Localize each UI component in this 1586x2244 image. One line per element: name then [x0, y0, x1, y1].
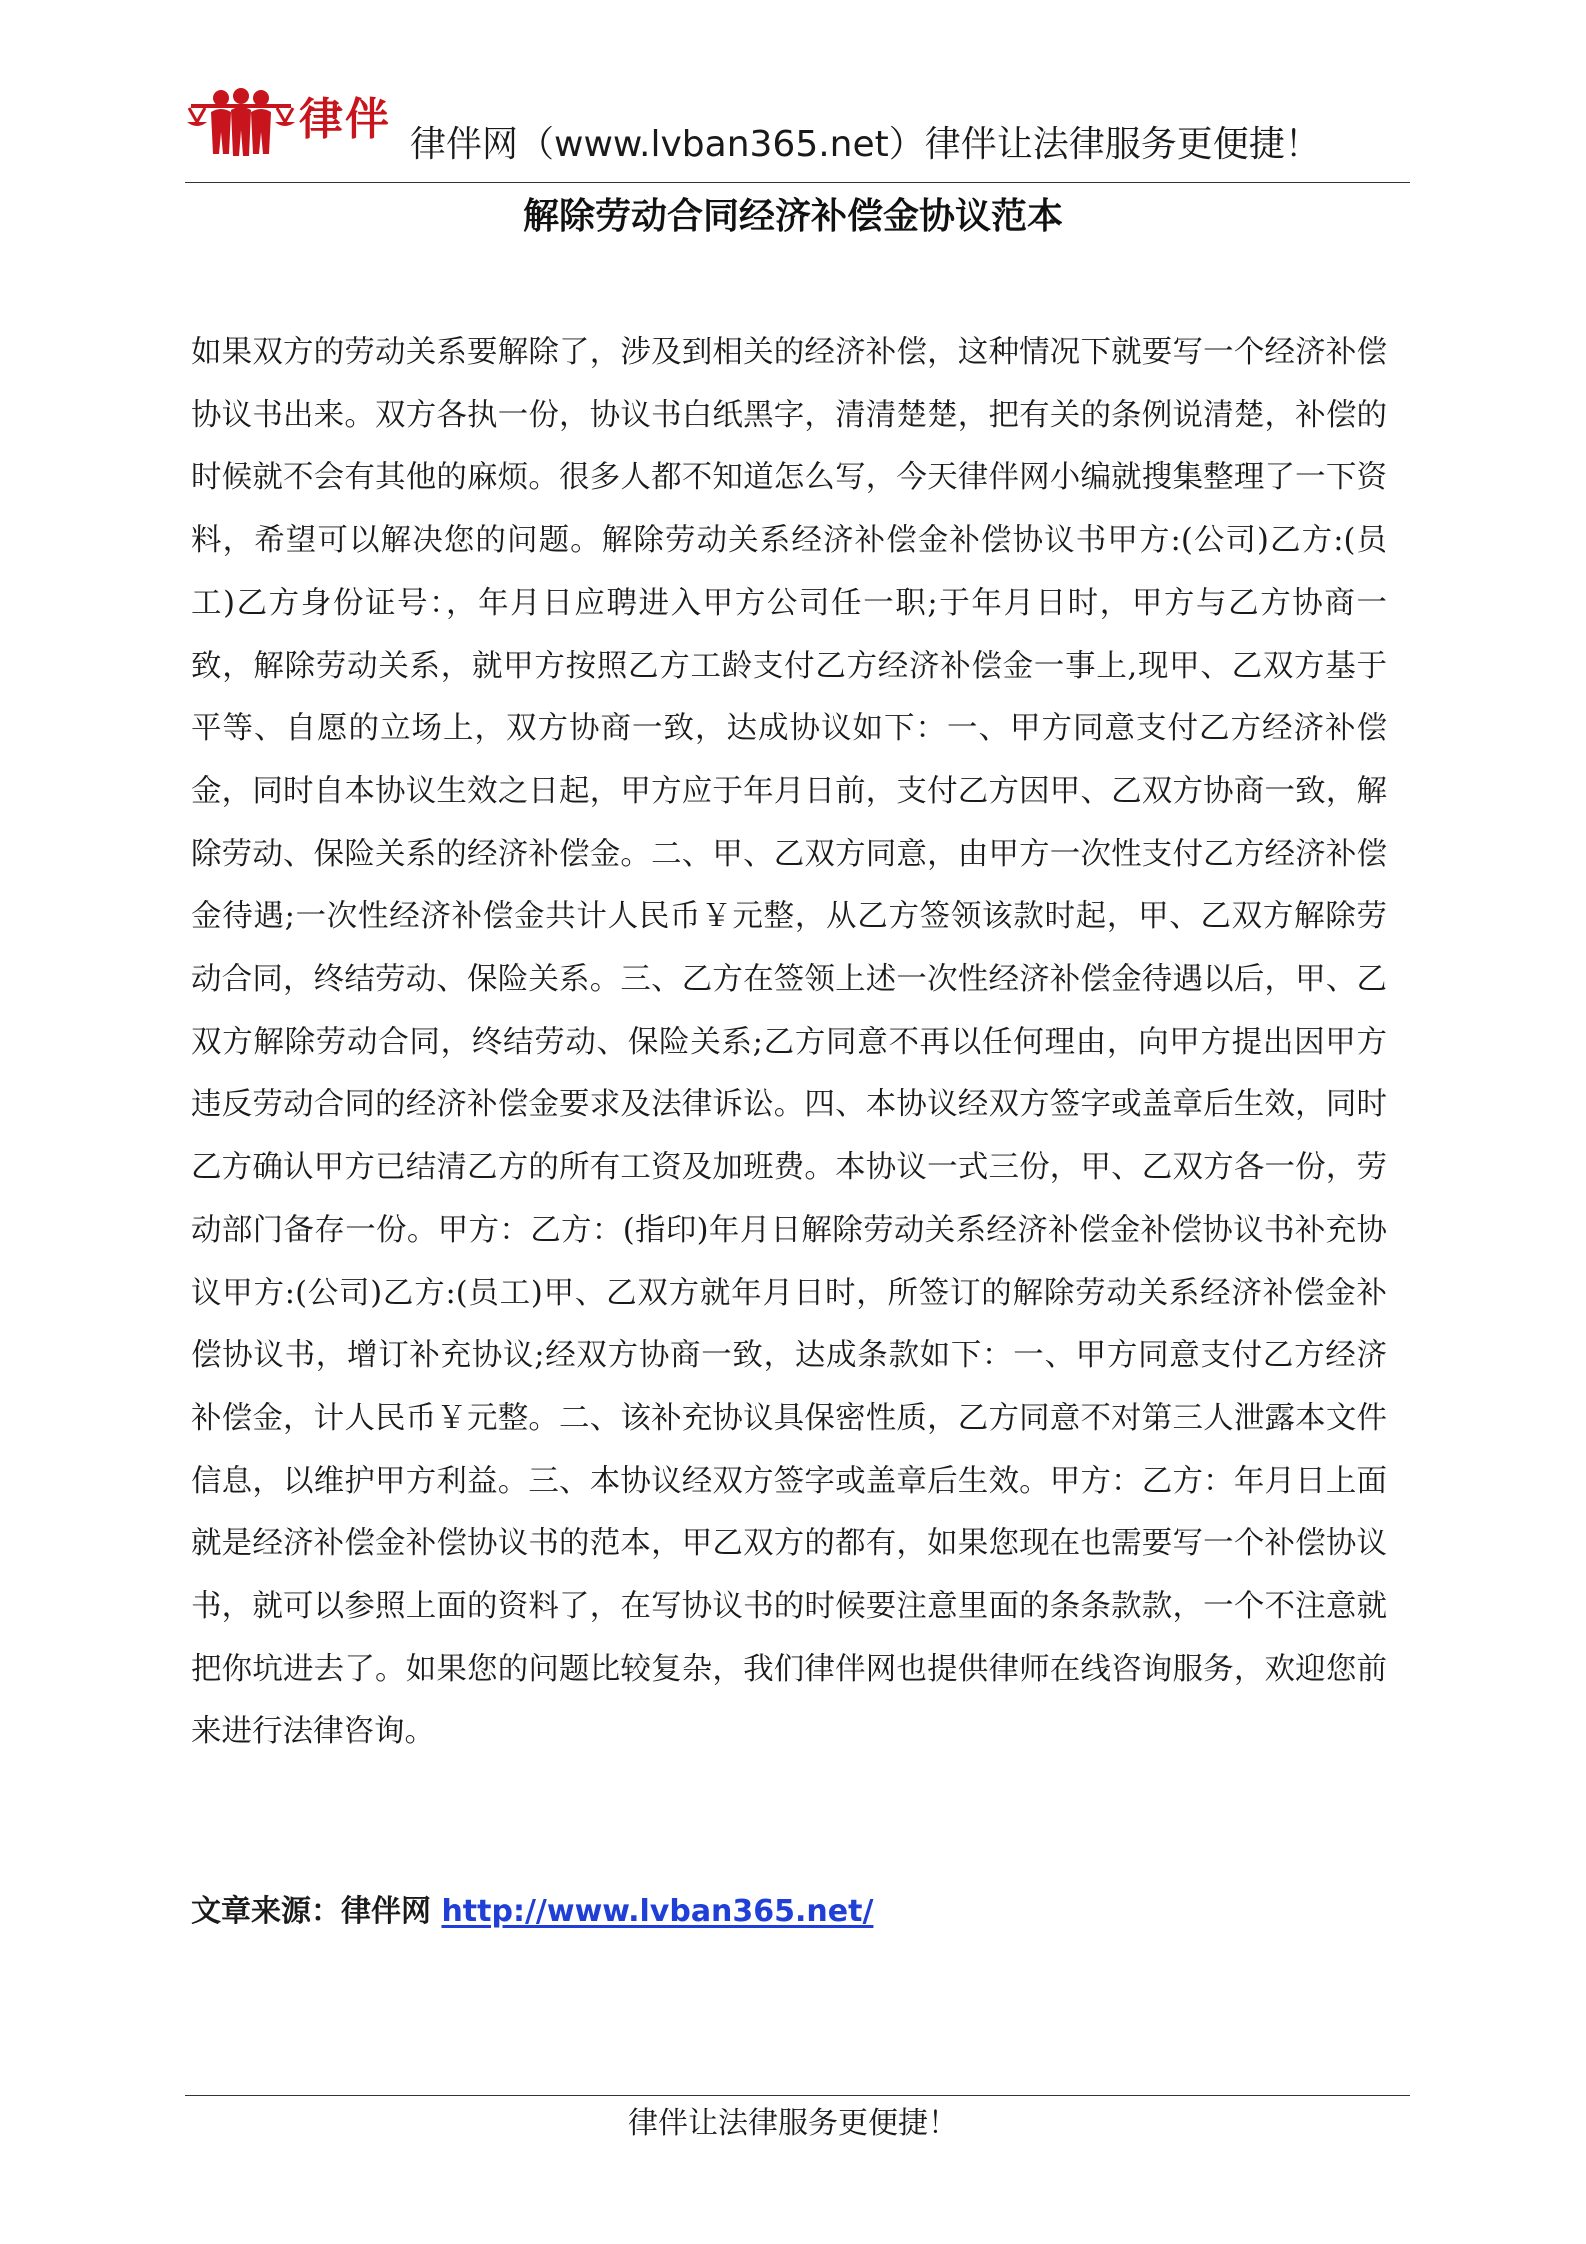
lvban-logo[interactable] — [185, 88, 395, 158]
page-footer: 律伴让法律服务更便捷！ — [628, 2106, 958, 2141]
page-header — [185, 88, 1410, 184]
article-body: 如果双方的劳动关系要解除了，涉及到相关的经济补偿，这种情况下就要写一个经济补偿协议书出来。双方各执一份，协议书白纸黑字，清清楚楚，把有关的条例说清楚，补偿的时候就不会有其他的麻烦。很多人都不知道怎么写，今天律伴网小编就搜集整理了一下资料，希望可以解决您的问题。解除劳动关系经济补偿金补偿协议书甲方:(公司)乙方:(员工)乙方身份证号：，年月日应聘进入甲方公司任一职;于年月日时，甲方与乙方协商一致，解除劳动关系，就甲方按照乙方工龄支付乙方经济补偿金一事上,现甲、乙双方基于平等、自愿的立场上，双方协商一致，达成协议如下：一、甲方同意支付乙方经济补偿金，同时自本协议生效之日起，甲方应于年月日前，支付乙方因甲、乙双方协商一致，解除劳动、保险关系的经济补偿金。二、甲、乙双方同意，由甲方一次性支付乙方经济补偿金待遇;一次性经济补偿金共计人民币￥元整，从乙方签领该款时起，甲、乙双方解除劳动合同，终结劳动、保险关系。三、乙方在签领上述一次性经济补偿金待遇以后，甲、乙双方解除劳动合同，终结劳动、保险关系;乙方同意不再以任何理由，向甲方提出因甲方违反劳动合同的经济补偿金要求及法律诉讼。四、本协议经双方签字或盖章后生效，同时乙方确认甲方已结清乙方的所有工资及加班费。本协议一式三份，甲、乙双方各一份，劳动部门备存一份。甲方：乙方：(指印)年月日解除劳动关系经济补偿金补偿协议书补充协议甲方:(公司)乙方:(员工)甲、乙双方就年月日时，所签订的解除劳动关系经济补偿金补偿协议书，增订补充协议;经双方协商一致，达成条款如下：一、甲方同意支付乙方经济补偿金，计人民币￥元整。二、该补充协议具保密性质，乙方同意不对第三人泄露本文件信息，以维护甲方利益。三、本协议经双方签字或盖章后生效。甲方：乙方：年月日上面就是经济补偿金补偿协议书的范本，甲乙双方的都有，如果您现在也需要写一个补偿协议书，就可以参照上面的资料了，在写协议书的时候要注意里面的条条款款，一个不注意就把你坑进去了。如果您的问题比较复杂，我们律伴网也提供律师在线咨询服务，欢迎您前来进行法律咨询。 — [191, 335, 1387, 1750]
document-title: 解除劳动合同经济补偿金协议范本 — [522, 196, 1063, 237]
source-label: 文章来源：律伴网 — [191, 1894, 442, 1929]
people-scale-logo-icon — [185, 88, 297, 158]
header-divider — [185, 182, 1410, 183]
logo-text: 律伴 — [299, 94, 391, 145]
article-source — [191, 1890, 873, 1934]
source-link[interactable]: http://www.lvban365.net/ — [441, 1894, 874, 1929]
header-slogan: 律伴网（www.lvban365.net）律伴让法律服务更便捷！ — [410, 124, 1321, 165]
footer-divider — [185, 2095, 1410, 2096]
